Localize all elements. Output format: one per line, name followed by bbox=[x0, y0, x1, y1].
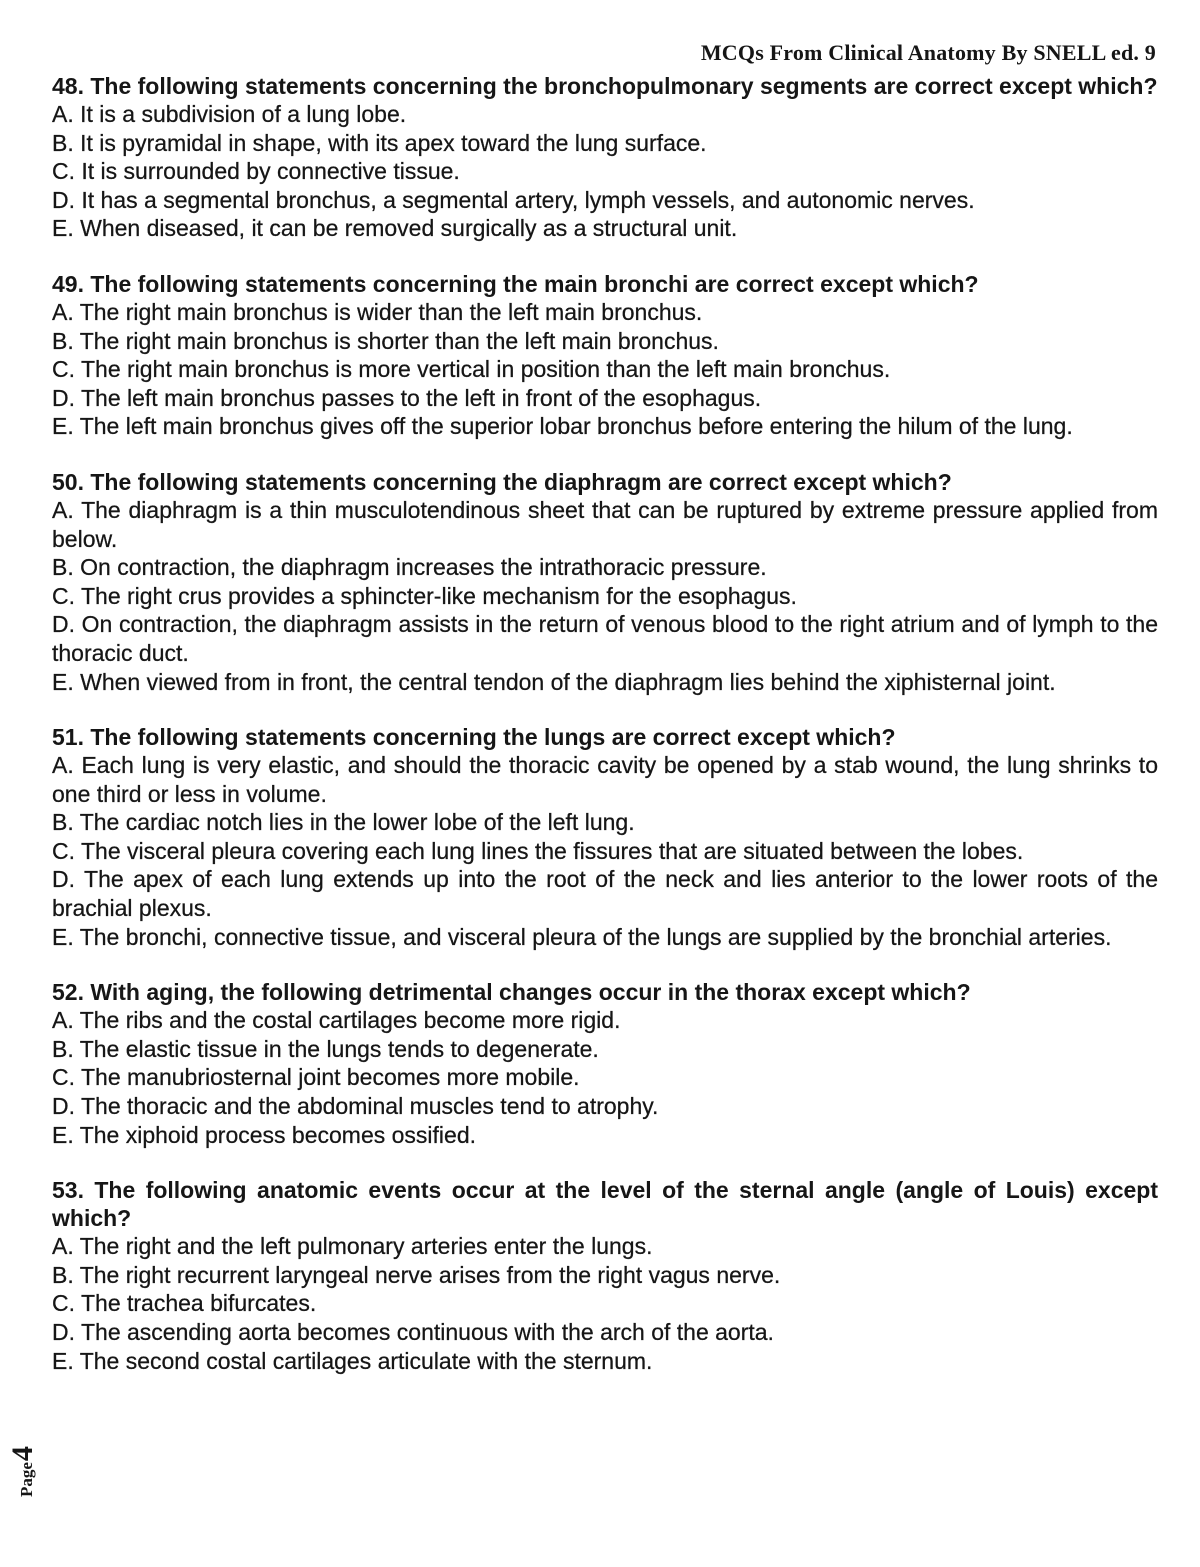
page-number: 4 bbox=[6, 1446, 39, 1462]
question-52 bbox=[52, 978, 1158, 1149]
option-a: A. Each lung is very elastic, and should the thoracic cavity be opened by a stab wound, the lung shrinks to one third or less in volume. bbox=[52, 752, 1158, 807]
option-c: C. The trachea bifurcates. bbox=[52, 1290, 317, 1317]
question-50 bbox=[52, 468, 1158, 696]
question-stem: 48. The following statements concerning the bronchopulmonary segments are correct except which? bbox=[52, 73, 1158, 99]
question-stem: 49. The following statements concerning the main bronchi are correct except which? bbox=[52, 270, 979, 297]
question-stem: 53. The following anatomic events occur at the level of the sternal angle (angle of Louis) except which? bbox=[52, 1177, 1158, 1232]
question-51 bbox=[52, 723, 1158, 951]
question-stem: 50. The following statements concerning the diaphragm are correct except which? bbox=[52, 468, 952, 495]
question-53 bbox=[52, 1176, 1158, 1375]
option-d: D. On contraction, the diaphragm assists in the return of venous blood to the right atrium and of lymph to the thoracic duct. bbox=[52, 611, 1158, 666]
option-e: E. When diseased, it can be removed surgically as a structural unit. bbox=[52, 215, 738, 242]
option-d: D. The left main bronchus passes to the left in front of the esophagus. bbox=[52, 384, 762, 411]
option-a: A. The right and the left pulmonary arteries enter the lungs. bbox=[52, 1233, 653, 1260]
option-c: C. It is surrounded by connective tissue. bbox=[52, 158, 460, 185]
option-c: C. The visceral pleura covering each lung lines the fissures that are situated between the lobes. bbox=[52, 837, 1024, 864]
option-a: A. The ribs and the costal cartilages become more rigid. bbox=[52, 1007, 621, 1034]
option-b: B. The elastic tissue in the lungs tends to degenerate. bbox=[52, 1035, 599, 1062]
page-number-vertical bbox=[6, 1446, 40, 1497]
option-d: D. The apex of each lung extends up into the root of the neck and lies anterior to the lower roots of the brachial plexus. bbox=[52, 866, 1158, 922]
option-b: B. It is pyramidal in shape, with its apex toward the lung surface. bbox=[52, 129, 707, 156]
question-stem: 52. With aging, the following detrimental changes occur in the thorax except which? bbox=[52, 979, 971, 1006]
question-48 bbox=[52, 72, 1158, 243]
option-d: D. The ascending aorta becomes continuous with the arch of the aorta. bbox=[52, 1319, 774, 1345]
option-e: E. The xiphoid process becomes ossified. bbox=[52, 1121, 477, 1148]
page-footer bbox=[6, 1425, 39, 1505]
option-a: A. The right main bronchus is wider than the left main bronchus. bbox=[52, 298, 703, 325]
option-d: D. The thoracic and the abdominal muscles tend to atrophy. bbox=[52, 1093, 659, 1120]
option-a: A. It is a subdivision of a lung lobe. bbox=[52, 101, 407, 127]
option-b: B. The right recurrent laryngeal nerve arises from the right vagus nerve. bbox=[52, 1261, 781, 1288]
option-b: B. The right main bronchus is shorter than the left main bronchus. bbox=[52, 327, 719, 354]
option-b: B. On contraction, the diaphragm increases the intrathoracic pressure. bbox=[52, 554, 767, 581]
option-a: A. The diaphragm is a thin musculotendinous sheet that can be ruptured by extreme pressure applied from below. bbox=[52, 496, 1158, 552]
question-stem: 51. The following statements concerning the lungs are correct except which? bbox=[52, 724, 896, 751]
option-e: E. The left main bronchus gives off the superior lobar bronchus before entering the hilum of the lung. bbox=[52, 413, 1073, 440]
option-e: E. The second costal cartilages articulate with the sternum. bbox=[52, 1347, 653, 1374]
option-c: C. The right crus provides a sphincter-like mechanism for the esophagus. bbox=[52, 582, 797, 609]
question-list bbox=[52, 72, 1158, 1402]
question-49 bbox=[52, 270, 1158, 441]
option-d: D. It has a segmental bronchus, a segmental artery, lymph vessels, and autonomic nerves. bbox=[52, 186, 975, 213]
option-e: E. When viewed from in front, the central tendon of the diaphragm lies behind the xiphisternal joint. bbox=[52, 668, 1056, 695]
option-c: C. The right main bronchus is more vertical in position than the left main bronchus. bbox=[52, 356, 891, 383]
option-e: E. The bronchi, connective tissue, and visceral pleura of the lungs are supplied by the bronchial arteries. bbox=[52, 923, 1112, 950]
option-b: B. The cardiac notch lies in the lower lobe of the left lung. bbox=[52, 809, 635, 836]
page-label: Page bbox=[17, 1462, 36, 1497]
page-header-title: MCQs From Clinical Anatomy By SNELL ed. 9 bbox=[700, 40, 1156, 65]
option-c: C. The manubriosternal joint becomes more mobile. bbox=[52, 1064, 580, 1091]
